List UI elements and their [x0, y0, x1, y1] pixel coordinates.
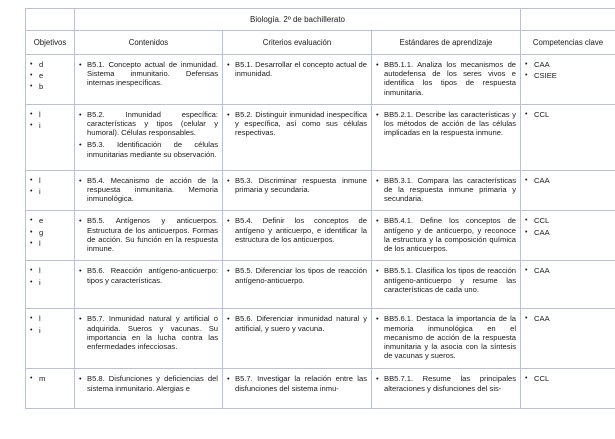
- objetivos-cell: [26, 261, 75, 309]
- list-item: • B5.6. Diferenciar inmunidad natural y artificial, y suero y vacuna.: [227, 314, 367, 332]
- list-item: • BB5.5.1. Clasifica los tipos de reacción antígeno-anticuerpo y resume las características de cada uno.: [376, 266, 516, 294]
- list-item: • B5.1. Desarrollar el concepto actual de inmunidad.: [227, 60, 367, 78]
- list-item: • CAA: [525, 266, 611, 275]
- criterios-cell: [223, 211, 372, 261]
- bullet-list: [376, 110, 516, 138]
- list-item: • m: [30, 374, 70, 383]
- header-competencias: Competencias clave: [521, 31, 615, 55]
- estandares-cell: [372, 369, 521, 409]
- list-item: • i: [30, 278, 70, 287]
- competencias-cell: [521, 55, 615, 105]
- table-row: [26, 369, 615, 409]
- competencias-cell: [521, 211, 615, 261]
- table-row: [26, 309, 615, 369]
- estandares-cell: [372, 211, 521, 261]
- bullet-list: [79, 266, 218, 284]
- column-header-row: [26, 31, 615, 55]
- criterios-cell: [223, 369, 372, 409]
- contenidos-cell: [75, 309, 223, 369]
- list-item: • B5.7. Inmunidad natural y artificial o adquirida. Sueros y vacunas. Su importancia en la lucha contra las enfermedades infecciosas.: [79, 314, 218, 351]
- objetivos-cell: [26, 170, 75, 211]
- competencias-cell: [521, 104, 615, 170]
- list-item: • B5.5. Diferenciar los tipos de reacción antígeno-anticuerpo.: [227, 266, 367, 284]
- criterios-cell: [223, 309, 372, 369]
- list-item: • B5.3. Discriminar respuesta inmune primaria y secundaria.: [227, 176, 367, 194]
- header-estandares: Estándares de aprendizaje: [372, 31, 521, 55]
- list-item: • BB5.1.1. Analiza los mecanismos de autodefensa de los seres vivos e identifica los tipos de respuesta inmunitaria.: [376, 60, 516, 97]
- criterios-cell: [223, 170, 372, 211]
- bullet-list: [227, 266, 367, 284]
- list-item: • B5.7. Investigar la relación entre las disfunciones del sistema inmu-: [227, 374, 367, 392]
- table-row: [26, 104, 615, 170]
- estandares-cell: [372, 55, 521, 105]
- header-contenidos: Contenidos: [75, 31, 223, 55]
- bullet-list: [525, 374, 611, 383]
- table-row: [26, 261, 615, 309]
- list-item: • CCL: [525, 374, 611, 383]
- list-item: • B5.2. Inmunidad específica: características y tipos (celular y humoral). Células responsables.: [79, 110, 218, 138]
- bullet-list: [376, 314, 516, 360]
- list-item: • B5.2. Distinguir inmunidad inespecífica y específica, así como sus células respectivas.: [227, 110, 367, 138]
- table-body: [26, 55, 615, 409]
- bullet-list: [30, 266, 70, 286]
- list-item: • e: [30, 216, 70, 225]
- bullet-list: [79, 110, 218, 159]
- table-row: [26, 55, 615, 105]
- criterios-cell: [223, 261, 372, 309]
- list-item: • g: [30, 228, 70, 237]
- list-item: • B5.6. Reacción antígeno-anticuerpo: tipos y características.: [79, 266, 218, 284]
- list-item: • b: [30, 82, 70, 91]
- list-item: • CCL: [525, 110, 611, 119]
- list-item: • i: [30, 326, 70, 335]
- list-item: • CAA: [525, 60, 611, 69]
- bullet-list: [376, 374, 516, 392]
- contenidos-cell: [75, 369, 223, 409]
- list-item: • CAA: [525, 176, 611, 185]
- bullet-list: [227, 176, 367, 194]
- list-item: • BB5.6.1. Destaca la importancia de la memoria inmunológica en el mecanismo de acción de la respuesta inmunitaria y la asocia con la síntesis de vacunas y sueros.: [376, 314, 516, 360]
- competencias-cell: [521, 369, 615, 409]
- list-item: • CAA: [525, 228, 611, 237]
- bullet-list: [227, 110, 367, 138]
- header-criterios: Criterios evaluación: [223, 31, 372, 55]
- contenidos-cell: [75, 261, 223, 309]
- bullet-list: [79, 60, 218, 88]
- criterios-cell: [223, 55, 372, 105]
- estandares-cell: [372, 104, 521, 170]
- table-title-row: [26, 9, 615, 31]
- bullet-list: [227, 60, 367, 78]
- list-item: • B5.1. Concepto actual de inmunidad. Sistema inmunitario. Defensas internas inespecíficas.: [79, 60, 218, 88]
- objetivos-cell: [26, 309, 75, 369]
- list-item: • B5.3. Identificación de células inmunitarias mediante su observación.: [79, 140, 218, 158]
- list-item: • l: [30, 110, 70, 119]
- table-title: Biología. 2º de bachillerato: [75, 9, 521, 31]
- contenidos-cell: [75, 170, 223, 211]
- bullet-list: [525, 314, 611, 323]
- competencias-cell: [521, 261, 615, 309]
- estandares-cell: [372, 309, 521, 369]
- curriculum-table: [25, 8, 615, 409]
- bullet-list: [30, 374, 70, 383]
- curriculum-sheet: [25, 8, 615, 409]
- bullet-list: [79, 176, 218, 204]
- contenidos-cell: [75, 55, 223, 105]
- header-objetivos: Objetivos: [26, 31, 75, 55]
- bullet-list: [79, 216, 218, 253]
- competencias-cell: [521, 309, 615, 369]
- objetivos-cell: [26, 369, 75, 409]
- list-item: • CSIEE: [525, 71, 611, 80]
- bullet-list: [30, 110, 70, 130]
- list-item: • l: [30, 266, 70, 275]
- bullet-list: [525, 216, 611, 236]
- list-item: • l: [30, 314, 70, 323]
- bullet-list: [30, 314, 70, 334]
- bullet-list: [30, 216, 70, 248]
- contenidos-cell: [75, 104, 223, 170]
- criterios-cell: [223, 104, 372, 170]
- list-item: • B5.4. Mecanismo de acción de la respuesta inmunitaria. Memoria inmunológica.: [79, 176, 218, 204]
- bullet-list: [376, 216, 516, 253]
- bullet-list: [79, 314, 218, 351]
- list-item: • i: [30, 187, 70, 196]
- bullet-list: [227, 216, 367, 244]
- table-row: [26, 211, 615, 261]
- objetivos-cell: [26, 104, 75, 170]
- bullet-list: [525, 266, 611, 275]
- contenidos-cell: [75, 211, 223, 261]
- competencias-cell: [521, 170, 615, 211]
- bullet-list: [30, 60, 70, 92]
- list-item: • BB5.7.1. Resume las principales alteraciones y disfunciones del sis-: [376, 374, 516, 392]
- bullet-list: [376, 266, 516, 294]
- list-item: • B5.5. Antígenos y anticuerpos. Estructura de los anticuerpos. Formas de acción. Su función en la respuesta inmune.: [79, 216, 218, 253]
- list-item: • d: [30, 60, 70, 69]
- bullet-list: [525, 60, 611, 80]
- bullet-list: [79, 374, 218, 392]
- estandares-cell: [372, 170, 521, 211]
- list-item: • BB5.4.1. Define los conceptos de antígeno y de anticuerpo, y reconoce la estructura y la composición química de los anticuerpos.: [376, 216, 516, 253]
- list-item: • l: [30, 239, 70, 248]
- objetivos-cell: [26, 211, 75, 261]
- bullet-list: [30, 176, 70, 196]
- list-item: • B5.4. Definir los conceptos de antígeno y anticuerpo, e identificar la estructura de los anticuerpos.: [227, 216, 367, 244]
- list-item: • i: [30, 121, 70, 130]
- list-item: • BB5.3.1. Compara las características de la respuesta inmune primaria y secundaria.: [376, 176, 516, 204]
- bullet-list: [376, 60, 516, 97]
- list-item: • BB5.2.1. Describe las características y los métodos de acción de las células implicadas en la respuesta inmune.: [376, 110, 516, 138]
- bullet-list: [525, 110, 611, 119]
- list-item: • B5.8. Disfunciones y deficiencias del sistema inmunitario. Alergias e: [79, 374, 218, 392]
- objetivos-cell: [26, 55, 75, 105]
- list-item: • l: [30, 176, 70, 185]
- bullet-list: [525, 176, 611, 185]
- bullet-list: [376, 176, 516, 204]
- list-item: • CAA: [525, 314, 611, 323]
- list-item: • e: [30, 71, 70, 80]
- estandares-cell: [372, 261, 521, 309]
- bullet-list: [227, 314, 367, 332]
- list-item: • CCL: [525, 216, 611, 225]
- bullet-list: [227, 374, 367, 392]
- table-row: [26, 170, 615, 211]
